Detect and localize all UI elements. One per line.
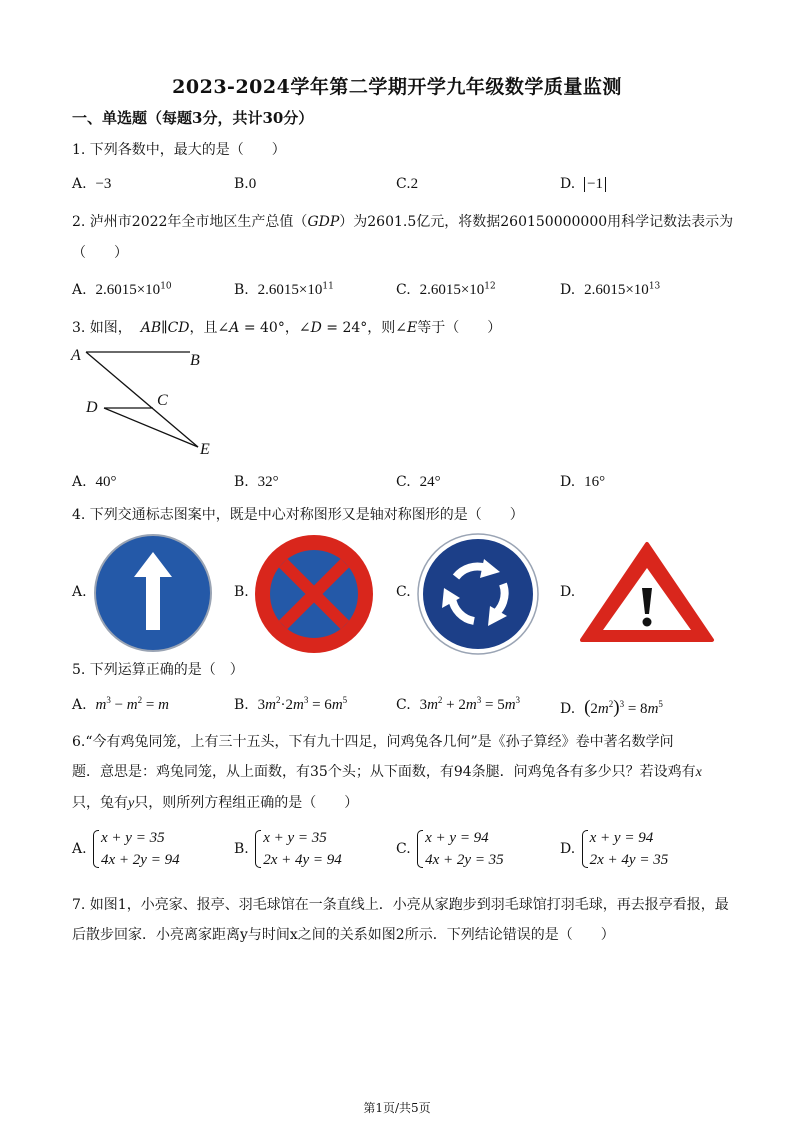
q2-option-d[interactable]: D. $2.6015\times 10^{13}$ bbox=[560, 281, 661, 298]
q5-stem: 5. 下列运算正确的是（ ） bbox=[72, 662, 244, 678]
sign-one-way-icon[interactable] bbox=[92, 532, 214, 654]
absolute-value: −1 bbox=[584, 177, 606, 192]
q3-stem: 3. 如图， AB∥CD，且∠A = 40°，∠D = 24°，则∠E等于（ ） bbox=[72, 320, 502, 336]
equation-system: x + y = 94 4x + 2y = 35 bbox=[415, 827, 504, 871]
sign-no-stopping-icon[interactable] bbox=[252, 532, 376, 656]
q2-option-c[interactable]: C. $2.6015\times 10^{12}$ bbox=[396, 281, 496, 298]
line-ae bbox=[86, 352, 198, 447]
label-d: D bbox=[86, 399, 98, 416]
q4-option-c-label[interactable]: C. bbox=[396, 584, 411, 600]
q2-stem: 2. 泸州市2022年全市地区生产总值（GDP）为2601.5亿元，将数据260150000000用科学记数法表示为 bbox=[72, 214, 734, 230]
q6-option-a[interactable]: A. x + y = 35 4x + 2y = 94 bbox=[72, 827, 180, 871]
q5-option-d[interactable]: D. $(2m^2)^3 = 8m^5$ bbox=[560, 697, 663, 718]
q6-stem: 6.“今有鸡兔同笼，上有三十五头，下有九十四足，问鸡兔各几何”是《孙子算经》卷中著名数学问 题．意思是：鸡兔同笼，从上面数，有35个头；从下面数，有94条腿．问鸡兔各有多少只？若设鸡有x 只，兔有y只，则所列方程组正确的是（ ） bbox=[72, 734, 702, 811]
q1-stem: 1. 下列各数中，最大的是（ ） bbox=[72, 142, 286, 158]
q1-option-c[interactable]: C.2 bbox=[396, 176, 419, 192]
q4-stem: 4. 下列交通标志图案中，既是中心对称图形又是轴对称图形的是（ ） bbox=[72, 507, 524, 523]
q2-option-b[interactable]: B. $2.6015\times 10^{11}$ bbox=[234, 281, 334, 298]
q1-option-d[interactable]: D. −1 bbox=[560, 176, 606, 192]
q5-option-a[interactable]: A. $m^3 - m^2 = m$ bbox=[72, 695, 169, 713]
line-de bbox=[104, 408, 198, 447]
equation-system: x + y = 94 2x + 4y = 35 bbox=[580, 827, 669, 871]
q3-option-d[interactable]: D. 16° bbox=[560, 474, 606, 490]
q7-stem: 7. 如图1，小亮家、报亭、羽毛球馆在一条直线上．小亮从家跑步到羽毛球馆打羽毛球，再去报亭看报，最 后散步回家．小亮离家距离y与时间x之间的关系如图2所示．下列结论错误的是（ ） bbox=[72, 897, 729, 943]
q4-option-b-label[interactable]: B. bbox=[234, 584, 249, 600]
q1-option-b[interactable]: B.0 bbox=[234, 176, 257, 192]
label-e: E bbox=[200, 441, 210, 458]
page-title: 2023-2024学年第二学期开学九年级数学质量监测 bbox=[172, 76, 622, 98]
label-c: C bbox=[157, 392, 168, 409]
page-footer: 第1页/共5页 bbox=[363, 1101, 431, 1115]
equation-system: x + y = 35 4x + 2y = 94 bbox=[91, 827, 180, 871]
section-heading: 一、单选题（每题3分，共计30分） bbox=[72, 109, 314, 127]
q1-option-a[interactable]: A. −3 bbox=[72, 176, 112, 192]
q4-option-a-label[interactable]: A. bbox=[72, 584, 87, 600]
q3-option-c[interactable]: C. 24° bbox=[396, 474, 441, 490]
q6-option-c[interactable]: C. x + y = 94 4x + 2y = 35 bbox=[396, 827, 504, 871]
q3-geometry-figure bbox=[68, 344, 228, 460]
label-a: A bbox=[71, 347, 81, 364]
sign-warning-icon[interactable] bbox=[578, 540, 716, 644]
q6-option-d[interactable]: D. x + y = 94 2x + 4y = 35 bbox=[560, 827, 668, 871]
q5-option-b[interactable]: B. $3m^2\cdot 2m^3 = 6m^5$ bbox=[234, 695, 348, 713]
q5-option-c[interactable]: C. $3m^2 + 2m^3 = 5m^3$ bbox=[396, 695, 521, 713]
q3-option-b[interactable]: B. 32° bbox=[234, 474, 279, 490]
q4-option-d-label[interactable]: D. bbox=[560, 584, 576, 600]
q2-stem-paren: （ ） bbox=[72, 245, 128, 261]
q3-option-a[interactable]: A. 40° bbox=[72, 474, 117, 490]
label-b: B bbox=[190, 352, 200, 369]
q6-option-b[interactable]: B. x + y = 35 2x + 4y = 94 bbox=[234, 827, 342, 871]
sign-roundabout-icon[interactable] bbox=[416, 532, 540, 656]
equation-system: x + y = 35 2x + 4y = 94 bbox=[253, 827, 342, 871]
q2-option-a[interactable]: A. $2.6015\times 10^{10}$ bbox=[72, 281, 172, 298]
